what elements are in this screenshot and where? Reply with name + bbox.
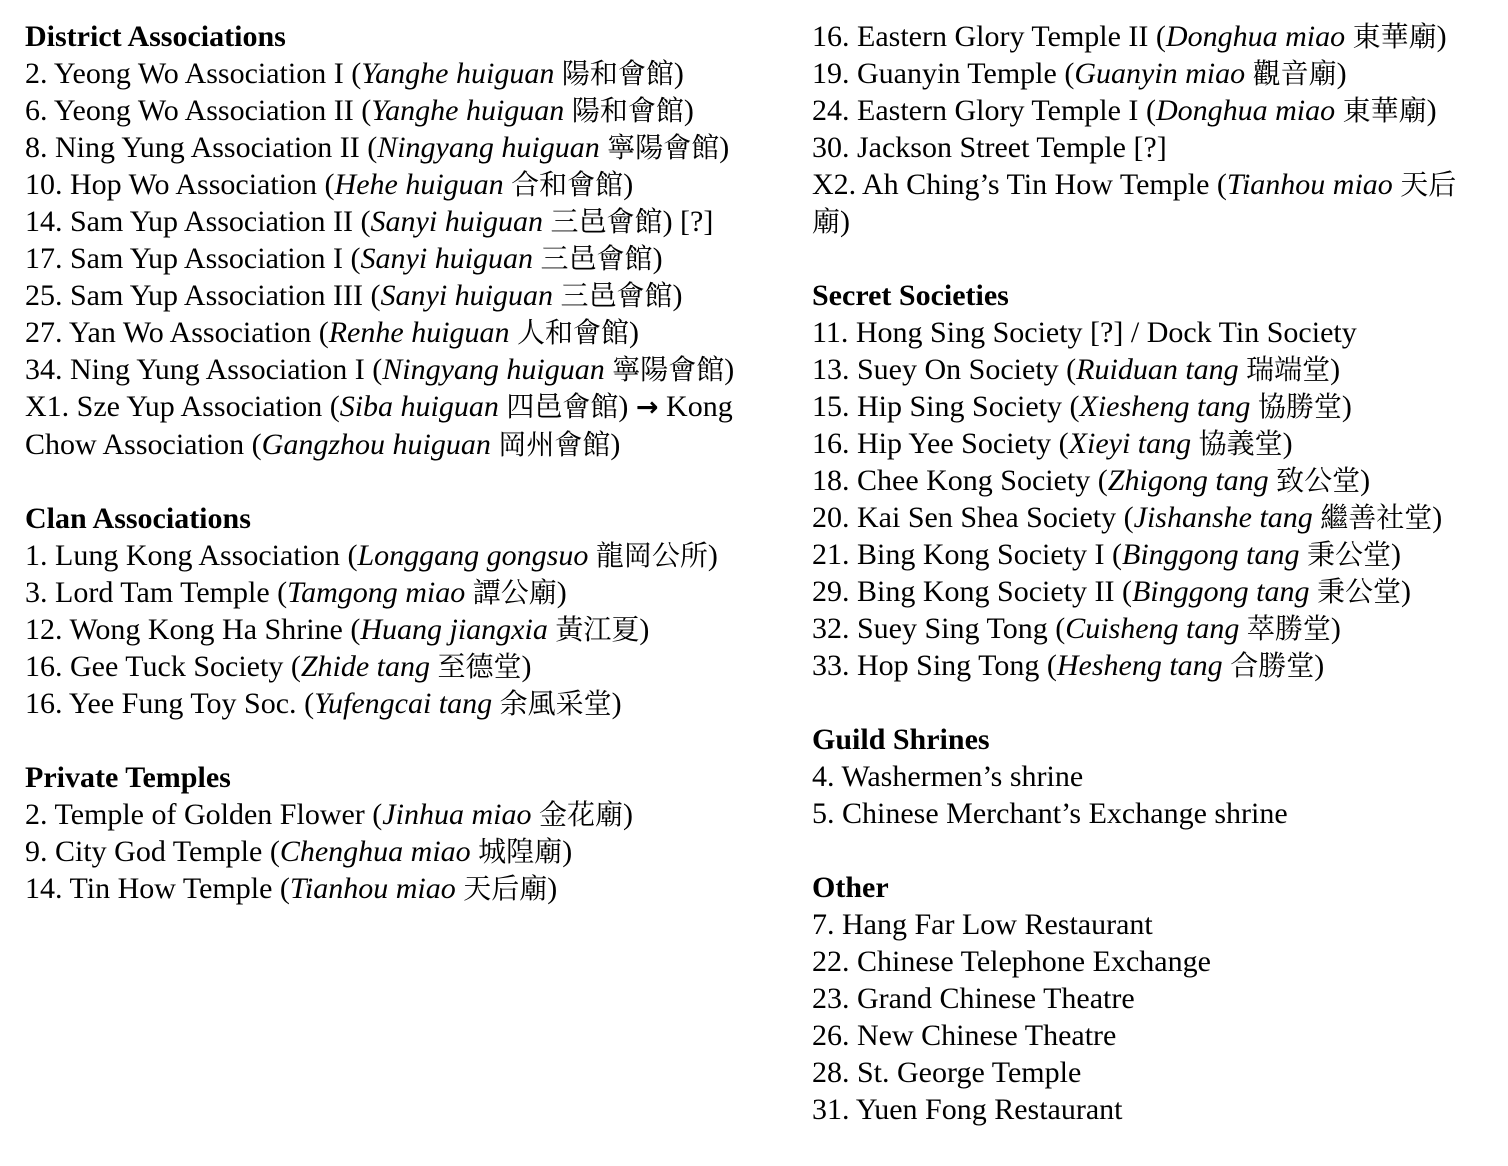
entry-romanization: Sanyi huiguan <box>360 242 534 275</box>
entry-number: X2. <box>812 168 857 201</box>
entry-number: 2. <box>25 798 48 831</box>
entry-name: Tin How Temple <box>62 872 273 905</box>
entry-number: 10. <box>25 168 63 201</box>
entry-romanization: Zhide tang <box>300 650 430 683</box>
entry-number: 32. <box>812 612 850 645</box>
legend-entry <box>812 388 1492 425</box>
entry-chinese: 秉公堂 <box>1307 538 1392 571</box>
entry-name: Wong Kong Ha Shrine <box>62 613 343 646</box>
entry-romanization: Sanyi huiguan <box>380 279 554 312</box>
legend-entry <box>25 277 770 314</box>
entry-paren-open: ( <box>1148 20 1166 53</box>
entry-chinese: 合勝堂 <box>1230 649 1315 682</box>
entry-paren-open: ( <box>296 687 315 720</box>
entry-chinese: 譚公廟 <box>472 576 557 609</box>
entry-paren-close: ) <box>629 316 640 349</box>
entry-number: 19. <box>812 57 850 90</box>
entry-name: Sam Yup Association II <box>62 205 354 238</box>
entry-name: Yeong Wo Association I <box>47 57 344 90</box>
legend-section <box>812 721 1492 832</box>
entry-number: 16. <box>25 687 63 720</box>
entry-name: Chinese Telephone Exchange <box>849 945 1211 978</box>
entry-number: 11. <box>812 316 849 349</box>
entry-space <box>1345 20 1353 53</box>
entry-romanization: Tianhou miao <box>289 872 456 905</box>
entry-space <box>465 576 473 609</box>
entry-romanization: Huang jiangxia <box>360 613 548 646</box>
entry-chinese: 三邑會館 <box>550 205 663 238</box>
entry-chinese: 至德堂 <box>437 650 522 683</box>
legend-entry <box>812 425 1492 462</box>
legend-entry <box>812 55 1492 92</box>
entry-romanization: Longgang gongsuo <box>357 539 589 572</box>
legend-entry <box>25 351 770 388</box>
entry-number: 14. <box>25 872 63 905</box>
legend-entry-list <box>812 906 1492 1128</box>
entry-number: 2. <box>25 57 48 90</box>
legend-entry <box>25 796 770 833</box>
entry-paren-close: ) <box>672 279 683 312</box>
entry-romanization: Binggong tang <box>1122 538 1300 571</box>
entry-paren-close: ) <box>1391 538 1402 571</box>
entry-paren-close: ) <box>1314 649 1325 682</box>
entry-chinese: 三邑會館 <box>560 279 673 312</box>
entry-number: 12. <box>25 613 63 646</box>
entry-paren-open: ( <box>311 316 329 349</box>
entry-romanization: Ningyang huiguan <box>382 353 605 386</box>
legend-section <box>812 277 1492 684</box>
entry-chinese: 陽和會館 <box>571 94 684 127</box>
legend-entry <box>812 906 1492 943</box>
section-heading: Private Temples <box>25 761 231 794</box>
entry-name: Eastern Glory Temple I <box>849 94 1139 127</box>
entry-space <box>1250 390 1258 423</box>
entry-number: 26. <box>812 1019 850 1052</box>
entry-romanization: Hesheng tang <box>1056 649 1223 682</box>
entry-number: 4. <box>812 760 835 793</box>
legend-entry-list <box>812 758 1492 832</box>
legend-column-left <box>25 18 770 907</box>
entry-romanization: Hehe huiguan <box>334 168 504 201</box>
entry-chinese: 城隍廟 <box>478 835 563 868</box>
legend-entry <box>25 129 770 166</box>
entry-number: 30. <box>812 131 850 164</box>
entry-chinese: 觀音廟 <box>1252 57 1337 90</box>
legend-section <box>25 759 770 907</box>
entry-name: Yan Wo Association <box>62 316 312 349</box>
entry-romanization: Tamgong miao <box>287 576 466 609</box>
entry-romanization: Ruiduan tang <box>1076 353 1239 386</box>
entry-paren-close: ) <box>1401 575 1411 608</box>
entry-paren-open: ( <box>283 650 301 683</box>
entry-paren-close: ) <box>1426 94 1437 127</box>
entry-romanization: Xiesheng tang <box>1079 390 1251 423</box>
entry-chinese: 陽和會館 <box>561 57 674 90</box>
legend-entry <box>812 18 1492 55</box>
entry-romanization: Zhigong tang <box>1107 464 1269 497</box>
entry-romanization: Guanyin miao <box>1074 57 1246 90</box>
legend-entry <box>25 537 770 574</box>
entry-name: Ning Yung Association I <box>62 353 365 386</box>
entry-paren-close: ) <box>724 353 735 386</box>
entry-paren-open: ( <box>1058 353 1077 386</box>
legend-entry <box>25 870 770 907</box>
entry-paren-open: ( <box>1116 501 1134 534</box>
entry-name: Yeong Wo Association II <box>47 94 354 127</box>
entry-paren-open: ( <box>1056 57 1075 90</box>
legend-entry <box>25 166 770 203</box>
entry-name: Hip Sing Society <box>849 390 1063 423</box>
entry-paren-open: ( <box>272 872 290 905</box>
entry-paren-close: ) <box>652 242 663 275</box>
entry-romanization: Siba huiguan <box>339 390 499 423</box>
entry-chinese: 余風采堂 <box>499 687 612 720</box>
legend-entry <box>812 573 1492 610</box>
entry-paren-close: ) <box>840 205 851 238</box>
legend-entry <box>25 55 770 92</box>
entry-romanization: Binggong tang <box>1131 575 1310 608</box>
entry-paren-close: ) <box>521 650 532 683</box>
legend-section <box>812 18 1492 240</box>
entry-romanization: Ningyang huiguan <box>377 131 600 164</box>
entry-number: 3. <box>25 576 48 609</box>
entry-number: 14. <box>25 205 63 238</box>
entry-paren-open: ( <box>1090 464 1108 497</box>
entry-chinese: 黃江夏 <box>555 613 640 646</box>
entry-romanization: Donghua miao <box>1155 94 1336 127</box>
entry-name: Hang Far Low Restaurant <box>834 908 1153 941</box>
entry-paren-open: ( <box>364 353 383 386</box>
entry-space <box>1309 575 1317 608</box>
entry-name: Yee Fung Toy Soc. <box>62 687 297 720</box>
entry-chinese: 繼善社堂 <box>1320 501 1433 534</box>
entry-paren-close: ) <box>1432 501 1443 534</box>
entry-name: Guanyin Temple <box>849 57 1057 90</box>
entry-space <box>492 687 500 720</box>
entry-chinese: 致公堂 <box>1276 464 1361 497</box>
entry-space <box>510 316 518 349</box>
entry-chinese: 東華廟 <box>1342 94 1427 127</box>
entry-paren-close: ) <box>683 94 694 127</box>
entry-paren-close: ) [?] <box>662 205 714 238</box>
entry-number: 15. <box>812 390 850 423</box>
legend-entry <box>25 314 770 351</box>
entry-number: 8. <box>25 131 48 164</box>
legend-entry <box>25 203 770 240</box>
legend-entry <box>812 758 1492 795</box>
entry-paren-open: ( <box>364 798 383 831</box>
entry-name: Suey On Society <box>849 353 1059 386</box>
entry-paren-open: ( <box>1062 390 1080 423</box>
entry-space <box>553 279 561 312</box>
entry-number: 29. <box>812 575 850 608</box>
entry-name: Sam Yup Association III <box>62 279 364 312</box>
entry-continuation-name: Kong Chow Association <box>25 390 733 461</box>
entry-name: Ah Ching’s Tin How Temple <box>856 168 1210 201</box>
entry-paren-close: ) <box>707 539 718 572</box>
entry-paren-close: ) <box>1282 427 1293 460</box>
legend-section <box>25 500 770 722</box>
legend-entry <box>812 980 1492 1017</box>
entry-space <box>543 205 551 238</box>
entry-chinese: 合和會館 <box>511 168 624 201</box>
entry-paren-close: ) <box>618 390 636 423</box>
entry-name: New Chinese Theatre <box>849 1019 1117 1052</box>
entry-name: Washermen’s shrine <box>834 760 1084 793</box>
entry-space <box>533 242 541 275</box>
entry-paren-close: ) <box>622 798 633 831</box>
entry-chinese: 寧陽會館 <box>612 353 725 386</box>
entry-space <box>1191 427 1199 460</box>
legend-section <box>812 869 1492 1128</box>
entry-paren-open: ( <box>340 539 358 572</box>
entry-paren-close: ) <box>1436 20 1447 53</box>
entry-number: 18. <box>812 464 850 497</box>
entry-paren-close: ) <box>1330 353 1341 386</box>
legend-entry <box>812 499 1492 536</box>
section-heading: Secret Societies <box>812 279 1009 312</box>
entry-paren-open: ( <box>342 613 361 646</box>
legend-entry <box>25 648 770 685</box>
entry-chinese: 秉公堂 <box>1316 575 1401 608</box>
legend-entry <box>812 462 1492 499</box>
legend-entry-list <box>25 796 770 907</box>
entry-paren-open: ( <box>1051 427 1069 460</box>
section-heading: Other <box>812 871 889 904</box>
entry-space <box>588 539 596 572</box>
entry-number: 6. <box>25 94 48 127</box>
entry-name: Sam Yup Association I <box>62 242 344 275</box>
entry-paren-open: ( <box>1047 612 1066 645</box>
entry-romanization: Yanghe huiguan <box>371 94 565 127</box>
entry-number: 16. <box>812 20 850 53</box>
entry-chinese: 萃勝堂 <box>1246 612 1331 645</box>
entry-romanization: Chenghua miao <box>279 835 471 868</box>
entry-paren-close: ) <box>556 576 567 609</box>
entry-name: City God Temple <box>47 835 263 868</box>
legend-entry <box>812 795 1492 832</box>
entry-number: X1. <box>25 390 70 423</box>
section-heading: Clan Associations <box>25 502 251 535</box>
entry-paren-open: ( <box>343 242 361 275</box>
legend-entry <box>812 610 1492 647</box>
legend-entry <box>812 647 1492 684</box>
entry-romanization: Yufengcai tang <box>314 687 493 720</box>
entry-space <box>1335 94 1343 127</box>
entry-chinese: 龍岡公所 <box>595 539 708 572</box>
entry-name: Chee Kong Society <box>849 464 1091 497</box>
entry-paren-open: ( <box>1138 94 1156 127</box>
entry-paren-open: ( <box>1039 649 1057 682</box>
entry-number: 7. <box>812 908 835 941</box>
entry-number: 16. <box>25 650 63 683</box>
entry-name: Sze Yup Association <box>69 390 323 423</box>
entry-paren-open: ( <box>317 168 335 201</box>
entry-space <box>531 798 539 831</box>
entry-name: Temple of Golden Flower <box>47 798 365 831</box>
legend-entry <box>25 833 770 870</box>
entry-name: Jackson Street Temple [?] <box>849 131 1167 164</box>
entry-paren-open: ( <box>353 94 372 127</box>
legend-section <box>25 18 770 463</box>
entry-chinese: 天后廟 <box>463 872 548 905</box>
legend-entry-list <box>812 314 1492 684</box>
entry-chinese: 寧陽會館 <box>607 131 720 164</box>
entry-chinese: 協義堂 <box>1198 427 1283 460</box>
entry-name: Hop Sing Tong <box>849 649 1040 682</box>
entry-paren-close: ) <box>719 131 730 164</box>
legend-entry <box>812 351 1492 388</box>
legend-entry <box>812 1054 1492 1091</box>
entry-number: 24. <box>812 94 850 127</box>
entry-paren-close: ) <box>1330 612 1341 645</box>
legend-entry <box>25 92 770 129</box>
entry-romanization: Yanghe huiguan <box>361 57 555 90</box>
entry-chinese: 人和會館 <box>517 316 630 349</box>
legend-entry <box>25 611 770 648</box>
entry-chinese: 瑞端堂 <box>1246 353 1331 386</box>
entry-number: 17. <box>25 242 63 275</box>
entry-name: Ning Yung Association II <box>47 131 360 164</box>
entry-chinese: 東華廟 <box>1352 20 1437 53</box>
legend-entry <box>812 314 1492 351</box>
entry-continuation-chinese: 岡州會館 <box>498 428 611 461</box>
entry-romanization: Donghua miao <box>1165 20 1346 53</box>
entry-paren-open: ( <box>322 390 340 423</box>
legend-entry <box>25 388 770 463</box>
entry-name: Lung Kong Association <box>47 539 340 572</box>
entry-number: 28. <box>812 1056 850 1089</box>
entry-paren-open: ( <box>359 131 378 164</box>
entry-romanization: Jishanshe tang <box>1133 501 1313 534</box>
entry-number: 16. <box>812 427 850 460</box>
entry-space <box>1245 57 1253 90</box>
entry-number: 9. <box>25 835 48 868</box>
legend-entry <box>812 1017 1492 1054</box>
entry-paren-close: ) <box>1341 390 1352 423</box>
arrow-icon: → <box>635 392 659 423</box>
entry-paren-open: ( <box>353 205 371 238</box>
entry-paren-close: ) <box>673 57 684 90</box>
entry-number: 27. <box>25 316 63 349</box>
entry-number: 1. <box>25 539 48 572</box>
entry-paren-open: ( <box>343 57 362 90</box>
entry-number: 33. <box>812 649 850 682</box>
entry-chinese: 協勝堂 <box>1257 390 1342 423</box>
legend-entry <box>812 536 1492 573</box>
entry-number: 22. <box>812 945 850 978</box>
entry-chinese: 三邑會館 <box>540 242 653 275</box>
entry-number: 23. <box>812 982 850 1015</box>
entry-paren-close: ) <box>611 687 622 720</box>
entry-number: 13. <box>812 353 850 386</box>
entry-romanization: Xieyi tang <box>1068 427 1192 460</box>
entry-number: 31. <box>812 1093 850 1126</box>
entry-romanization: Renhe huiguan <box>328 316 510 349</box>
entry-space <box>1239 612 1247 645</box>
entry-name: Grand Chinese Theatre <box>849 982 1135 1015</box>
legend-entry-list <box>25 55 770 463</box>
entry-space <box>564 94 572 127</box>
legend-entry <box>812 943 1492 980</box>
entry-name: St. George Temple <box>849 1056 1082 1089</box>
entry-romanization: Jinhua miao <box>382 798 532 831</box>
entry-number: 25. <box>25 279 63 312</box>
legend-entry <box>25 240 770 277</box>
entry-name: Lord Tam Temple <box>47 576 270 609</box>
entry-chinese: 金花廟 <box>538 798 623 831</box>
entry-space <box>430 650 438 683</box>
entry-name: Bing Kong Society II <box>849 575 1115 608</box>
entry-paren-open: ( <box>1114 575 1132 608</box>
entry-name: Chinese Merchant’s Exchange shrine <box>834 797 1288 830</box>
entry-name: Suey Sing Tong <box>849 612 1048 645</box>
entry-romanization: Tianhou miao <box>1226 168 1393 201</box>
entry-number: 20. <box>812 501 850 534</box>
entry-name: Bing Kong Society I <box>849 538 1105 571</box>
entry-name: Hong Sing Society [?] / Dock Tin Society <box>848 316 1357 349</box>
legend-entry <box>812 129 1492 166</box>
entry-continuation-romanization: Gangzhou huiguan <box>261 428 491 461</box>
legend-column-right <box>812 18 1492 1128</box>
entry-paren-close: ) <box>562 835 573 868</box>
entry-number: 21. <box>812 538 850 571</box>
legend-entry <box>812 166 1492 240</box>
entry-chinese: 四邑會館 <box>506 390 619 423</box>
entry-paren-close: ) <box>547 872 558 905</box>
entry-space <box>554 57 562 90</box>
entry-name: Gee Tuck Society <box>62 650 284 683</box>
entry-paren-close: ) <box>639 613 650 646</box>
entry-paren-close: ) <box>1336 57 1347 90</box>
entry-name: Eastern Glory Temple II <box>849 20 1149 53</box>
entry-paren-open: ( <box>363 279 381 312</box>
entry-paren-open: ( <box>1209 168 1227 201</box>
entry-number: 34. <box>25 353 63 386</box>
entry-chinese: 天后廟 <box>812 168 1457 238</box>
entry-number: 5. <box>812 797 835 830</box>
entry-romanization: Sanyi huiguan <box>370 205 544 238</box>
entry-paren-open: ( <box>262 835 280 868</box>
legend-entry-list <box>812 18 1492 240</box>
entry-name: Kai Sen Shea Society <box>849 501 1117 534</box>
entry-paren-close: ) <box>1360 464 1371 497</box>
entry-romanization: Cuisheng tang <box>1065 612 1240 645</box>
entry-cont-paren-close: ) <box>610 428 621 461</box>
entry-paren-close: ) <box>623 168 634 201</box>
entry-name: Hop Wo Association <box>62 168 318 201</box>
entry-name: Hip Yee Society <box>849 427 1052 460</box>
legend-entry <box>25 574 770 611</box>
entry-name: Yuen Fong Restaurant <box>849 1093 1123 1126</box>
legend-entry <box>25 685 770 722</box>
entry-paren-open: ( <box>1104 538 1122 571</box>
legend-entry-list <box>25 537 770 722</box>
section-heading: Guild Shrines <box>812 723 990 756</box>
entry-space <box>1300 538 1308 571</box>
entry-cont-paren-open: ( <box>244 428 262 461</box>
entry-paren-open: ( <box>269 576 288 609</box>
legend-entry <box>812 1091 1492 1128</box>
legend-entry <box>812 92 1492 129</box>
section-heading: District Associations <box>25 20 286 53</box>
